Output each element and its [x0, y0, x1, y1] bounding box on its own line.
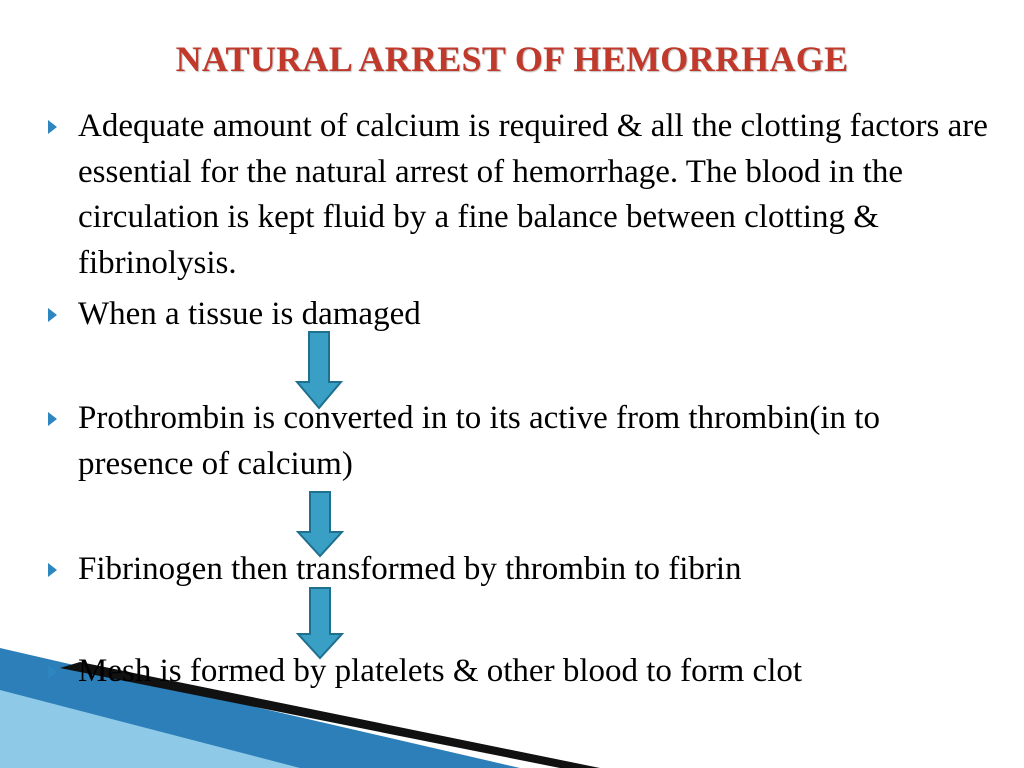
- bullet-text-4: Fibrinogen then transformed by thrombin to fibrin: [78, 551, 742, 587]
- bullet-icon: [48, 665, 57, 679]
- bullet-icon: [48, 308, 57, 322]
- bullet-icon: [48, 120, 57, 134]
- bullet-icon: [48, 412, 57, 426]
- slide-title: NATURAL ARREST OF HEMORRHAGE: [175, 39, 849, 79]
- bullet-text-5: Mesh is formed by platelets & other blood to form clot: [78, 653, 803, 689]
- bullet-text-1: Adequate amount of calcium is required & all the clotting factors are essential for the natural arrest of hemorrhage. The blood in the circulation is kept fluid by a fine balance between clotting & fibrinolysis.: [78, 108, 988, 281]
- bullet-text-2: When a tissue is damaged: [78, 296, 421, 332]
- bullet-icon: [48, 563, 57, 577]
- bullet-text-3: Prothrombin is converted in to its active from thrombin(in to presence of calcium): [78, 400, 880, 482]
